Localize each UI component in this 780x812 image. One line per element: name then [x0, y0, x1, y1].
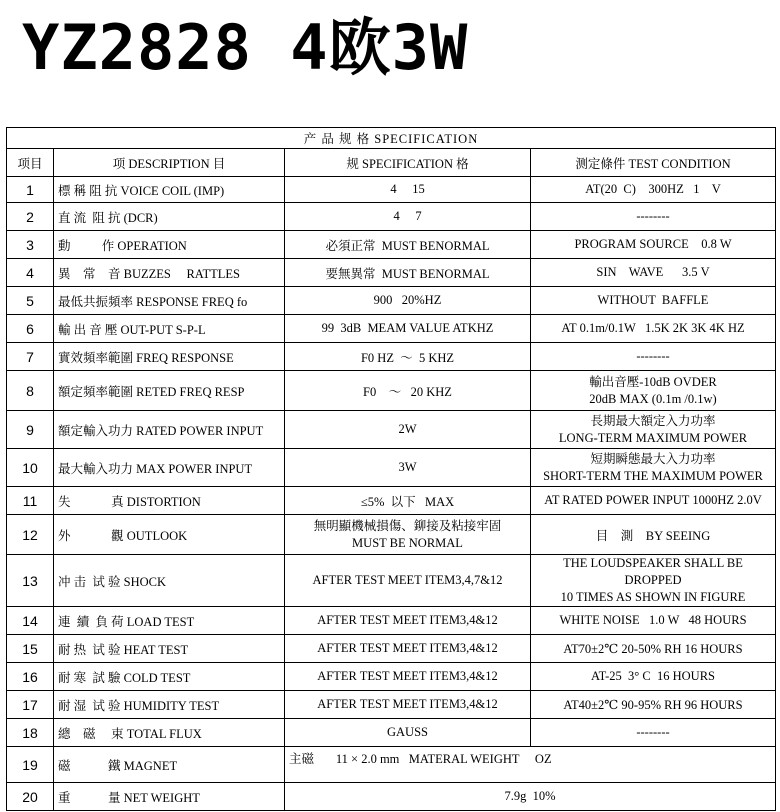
row-description: 冲 击 试 验 SHOCK: [54, 555, 285, 607]
table-row: [7, 203, 776, 231]
table-row: [7, 555, 776, 607]
row-description: 耐 热 试 验 HEAT TEST: [54, 635, 285, 663]
row-test-condition: SIN WAVE 3.5 V: [531, 259, 776, 287]
row-specification: 4 15: [285, 177, 531, 203]
row-description: 直 流 阻 抗 (DCR): [54, 203, 285, 231]
specification-line-1: 無明顯機械損傷、鉚接及粘接牢固: [313, 518, 502, 533]
row-specification: 必須正常 MUST BENORMAL: [285, 231, 531, 259]
condition-line-1: THE LOUDSPEAKER SHALL BE DROPPED: [563, 556, 743, 587]
row-specification: F0 HZ ～ 5 KHZ: [285, 343, 531, 371]
row-number: 16: [7, 663, 54, 691]
row-number: 17: [7, 691, 54, 719]
row-description: 失 真 DISTORTION: [54, 487, 285, 515]
table-row: [7, 635, 776, 663]
row-test-condition: AT-25 3° C 16 HOURS: [531, 663, 776, 691]
table-row: [7, 449, 776, 487]
row-description: 耐 寒 試 驗 COLD TEST: [54, 663, 285, 691]
row-test-condition: WHITE NOISE 1.0 W 48 HOURS: [531, 607, 776, 635]
row-test-condition: [531, 371, 776, 411]
row-number: 3: [7, 231, 54, 259]
table-row: [7, 315, 776, 343]
condition-line-2: LONG-TERM MAXIMUM POWER: [558, 430, 748, 445]
row-description: 最大輸入功力 MAX POWER INPUT: [54, 449, 285, 487]
row-test-condition: [531, 555, 776, 607]
row-test-condition: AT(20 C) 300HZ 1 V: [531, 177, 776, 203]
table-row: [7, 607, 776, 635]
header-specification: 规 SPECIFICATION 格: [285, 149, 531, 177]
row-number: 1: [7, 177, 54, 203]
row-test-condition: --------: [531, 203, 776, 231]
page-title: YZ2828 4欧3W: [22, 11, 469, 84]
row-test-condition: WITHOUT BAFFLE: [531, 287, 776, 315]
row-description: 最低共振頻率 RESPONSE FREQ fo: [54, 287, 285, 315]
condition-line-2: 10 TIMES AS SHOWN IN FIGURE: [560, 590, 746, 604]
row-specification: ≤5% 以下 MAX: [285, 487, 531, 515]
row-specification: F0 ～ 20 KHZ: [285, 371, 531, 411]
table-header-row: [7, 149, 776, 177]
row-specification: AFTER TEST MEET ITEM3,4&12: [285, 663, 531, 691]
row-specification: 7.9g 10%: [285, 783, 776, 811]
row-number: 18: [7, 719, 54, 747]
specification-line-2: MUST BE NORMAL: [352, 535, 463, 550]
row-number: 8: [7, 371, 54, 411]
row-specification: AFTER TEST MEET ITEM3,4&12: [285, 635, 531, 663]
row-test-condition: AT70±2℃ 20-50% RH 16 HOURS: [531, 635, 776, 663]
row-test-condition: --------: [531, 343, 776, 371]
table-row: [7, 231, 776, 259]
row-test-condition: AT40±2℃ 90-95% RH 96 HOURS: [531, 691, 776, 719]
table-caption: 产 品 规 格 SPECIFICATION: [7, 128, 776, 149]
row-specification: AFTER TEST MEET ITEM3,4&12: [285, 691, 531, 719]
row-description: 連 續 負 荷 LOAD TEST: [54, 607, 285, 635]
row-specification: AFTER TEST MEET ITEM3,4,7&12: [285, 555, 531, 607]
row-number: 4: [7, 259, 54, 287]
row-test-condition: PROGRAM SOURCE 0.8 W: [531, 231, 776, 259]
row-description: 重 量 NET WEIGHT: [54, 783, 285, 811]
row-specification: 900 20%HZ: [285, 287, 531, 315]
table-row: [7, 747, 776, 783]
row-description: 總 磁 束 TOTAL FLUX: [54, 719, 285, 747]
table-row: [7, 783, 776, 811]
table-row: [7, 663, 776, 691]
row-specification: 主磁 11 × 2.0 mm MATERAL WEIGHT OZ: [285, 747, 776, 783]
row-test-condition: AT 0.1m/0.1W 1.5K 2K 3K 4K HZ: [531, 315, 776, 343]
header-condition: 测定條件 TEST CONDITION: [531, 149, 776, 177]
table-row: [7, 691, 776, 719]
row-specification: 4 7: [285, 203, 531, 231]
row-description: 磁 鐵 MAGNET: [54, 747, 285, 783]
row-description: 耐 湿 试 验 HUMIDITY TEST: [54, 691, 285, 719]
row-number: 2: [7, 203, 54, 231]
row-description: 輸 出 音 壓 OUT-PUT S-P-L: [54, 315, 285, 343]
row-test-condition: AT RATED POWER INPUT 1000HZ 2.0V: [531, 487, 776, 515]
header-no: 项目: [7, 149, 54, 177]
table-row: [7, 411, 776, 449]
table-row: [7, 343, 776, 371]
table-row: [7, 515, 776, 555]
condition-line-1: 輸出音壓-10dB OVDER: [589, 374, 717, 389]
row-test-condition: [531, 411, 776, 449]
row-number: 6: [7, 315, 54, 343]
header-description: 项 DESCRIPTION 目: [54, 149, 285, 177]
row-description: 外 觀 OUTLOOK: [54, 515, 285, 555]
row-number: 5: [7, 287, 54, 315]
row-number: 19: [7, 747, 54, 783]
row-number: 7: [7, 343, 54, 371]
row-number: 9: [7, 411, 54, 449]
condition-line-1: 短期瞬態最大入力功率: [590, 451, 716, 466]
row-specification: 3W: [285, 449, 531, 487]
table-row: [7, 487, 776, 515]
table-row: [7, 287, 776, 315]
condition-line-2: SHORT-TERM THE MAXIMUM POWER: [543, 468, 763, 483]
row-description: 異 常 音 BUZZES RATTLES: [54, 259, 285, 287]
row-description: 額定頻率範圍 RETED FREQ RESP: [54, 371, 285, 411]
row-number: 20: [7, 783, 54, 811]
table-row: [7, 719, 776, 747]
row-specification: [285, 515, 531, 555]
row-description: 動 作 OPERATION: [54, 231, 285, 259]
table-row: [7, 259, 776, 287]
row-number: 14: [7, 607, 54, 635]
row-specification: GAUSS: [285, 719, 531, 747]
row-number: 11: [7, 487, 54, 515]
row-number: 10: [7, 449, 54, 487]
row-specification: AFTER TEST MEET ITEM3,4&12: [285, 607, 531, 635]
table-row: [7, 177, 776, 203]
row-number: 15: [7, 635, 54, 663]
row-number: 13: [7, 555, 54, 607]
row-specification: 2W: [285, 411, 531, 449]
condition-line-2: 20dB MAX (0.1m /0.1w): [589, 391, 717, 406]
row-test-condition: 目 測 BY SEEING: [531, 515, 776, 555]
row-description: 標 稱 阻 抗 VOICE COIL (IMP): [54, 177, 285, 203]
row-specification: 要無異常 MUST BENORMAL: [285, 259, 531, 287]
row-specification: 99 3dB MEAM VALUE ATKHZ: [285, 315, 531, 343]
row-test-condition: --------: [531, 719, 776, 747]
specification-table: [6, 127, 776, 811]
row-test-condition: [531, 449, 776, 487]
row-description: 額定輸入功力 RATED POWER INPUT: [54, 411, 285, 449]
condition-line-1: 長期最大額定入力功率: [590, 413, 716, 428]
row-description: 實效頻率範圍 FREQ RESPONSE: [54, 343, 285, 371]
row-number: 12: [7, 515, 54, 555]
table-row: [7, 371, 776, 411]
table-caption-row: [7, 128, 776, 149]
